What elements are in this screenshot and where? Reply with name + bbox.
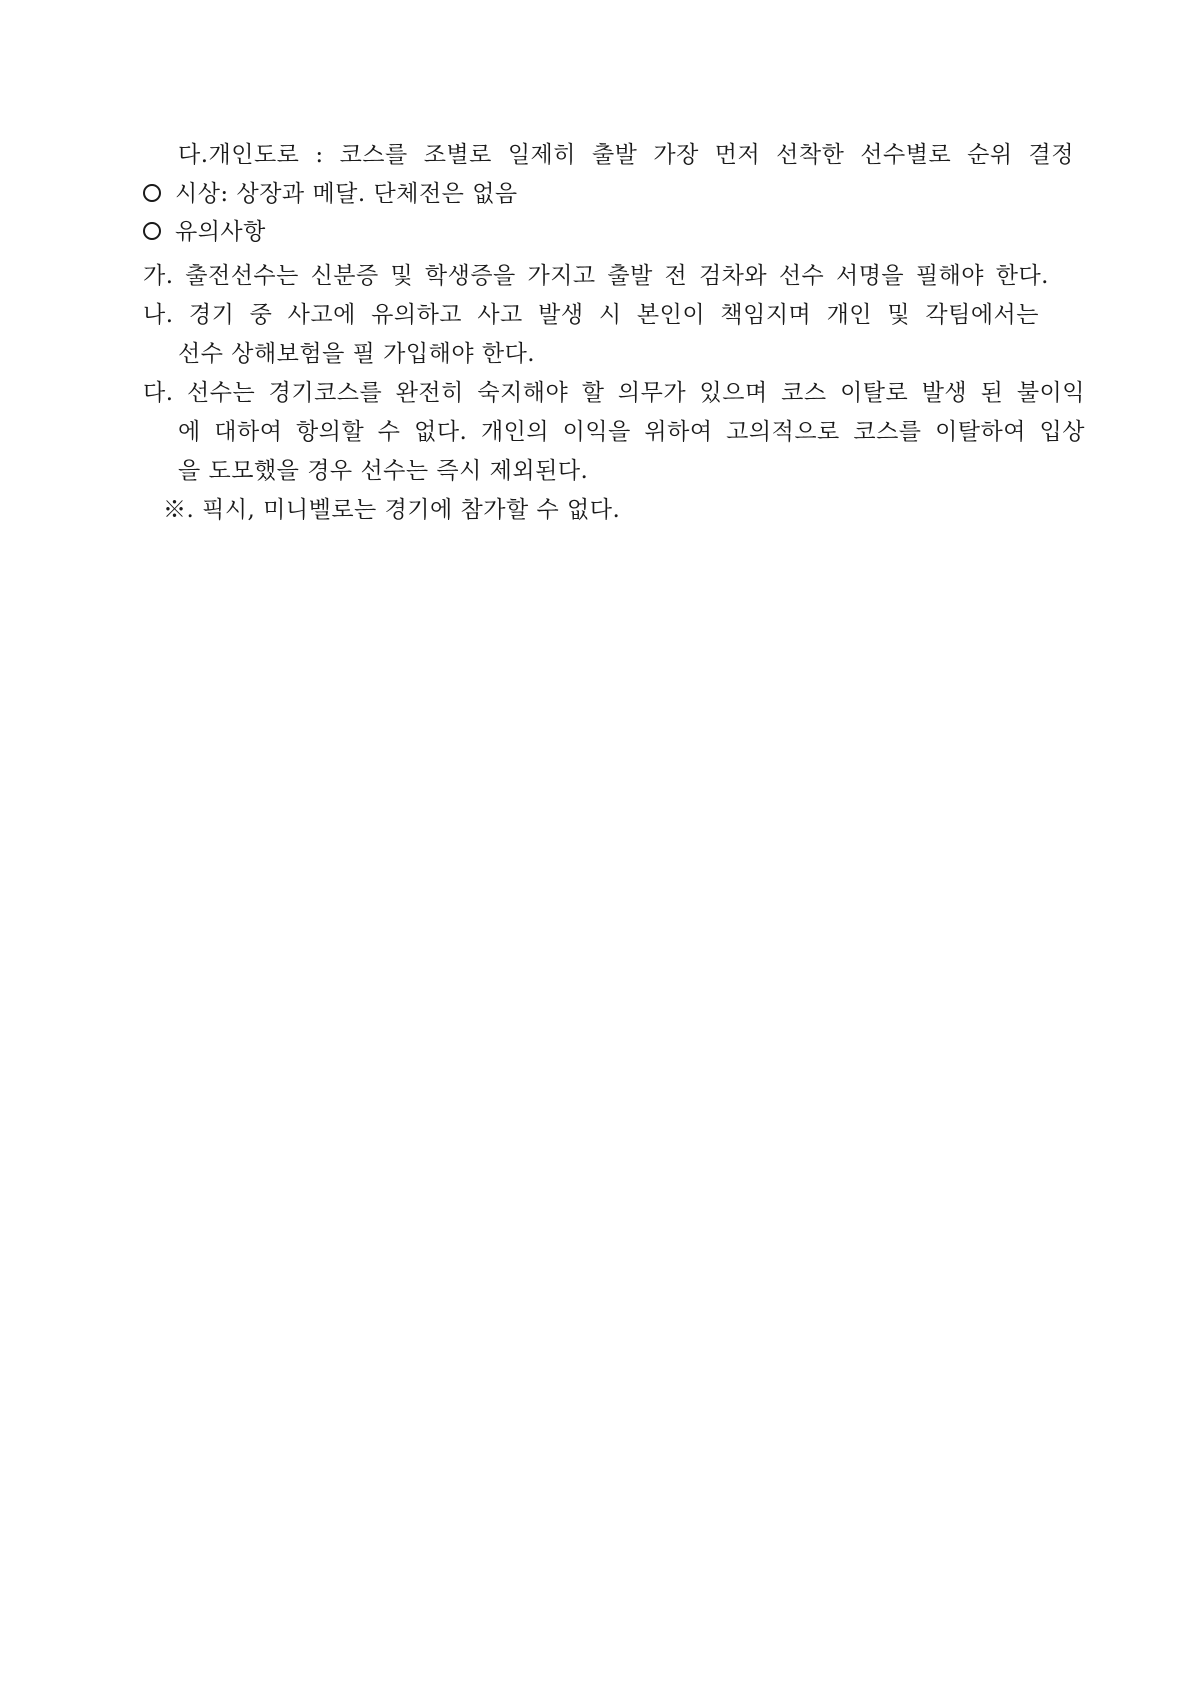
text-line [178, 416, 1085, 448]
line-text: 유의사항 [175, 219, 266, 245]
text-line [143, 377, 1085, 409]
circle-bullet-icon [143, 222, 161, 240]
line-text: 다.개인도로 : 코스를 조별로 일제히 출발 가장 먼저 선착한 선수별로 순위 결정 [178, 142, 1074, 168]
text-line [178, 455, 588, 487]
bullet-item [143, 216, 266, 248]
circle-bullet-icon [143, 184, 161, 202]
text-line [178, 338, 535, 370]
bullet-item [143, 178, 518, 210]
text-line [178, 139, 1074, 171]
line-text: 나. 경기 중 사고에 유의하고 사고 발생 시 본인이 책임지며 개인 및 각팀에서는 [143, 302, 1039, 328]
line-text: 에 대하여 항의할 수 없다. 개인의 이익을 위하여 고의적으로 코스를 이탈하여 입상 [178, 419, 1085, 445]
text-line [143, 260, 1049, 292]
line-text: 을 도모했을 경우 선수는 즉시 제외된다. [178, 458, 589, 484]
line-text: 가. 출전선수는 신분증 및 학생증을 가지고 출발 전 검차와 선수 서명을 필해야 한다. [143, 263, 1049, 289]
line-text: ※. 픽시, 미니벨로는 경기에 참가할 수 없다. [163, 497, 621, 523]
line-text: 선수 상해보험을 필 가입해야 한다. [178, 341, 536, 367]
line-text: 다. 선수는 경기코스를 완전히 숙지해야 할 의무가 있으며 코스 이탈로 발생 된 불이익 [143, 380, 1085, 406]
text-line [143, 299, 1039, 331]
line-text: 시상: 상장과 메달. 단체전은 없음 [175, 181, 518, 207]
text-line [163, 494, 620, 526]
